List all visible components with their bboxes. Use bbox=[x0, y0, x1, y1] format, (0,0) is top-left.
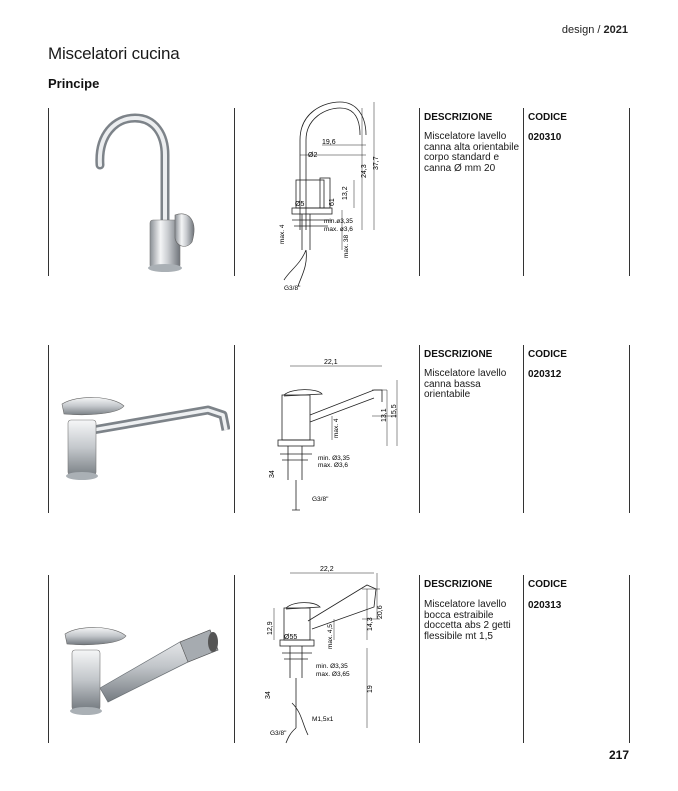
technical-drawing-2 bbox=[262, 350, 412, 520]
dimension-label: G3/8" bbox=[312, 496, 329, 503]
product-code: 020312 bbox=[528, 369, 562, 380]
product-section-1 bbox=[0, 0, 678, 1]
divider-line bbox=[629, 575, 630, 743]
description-header: DESCRIZIONE bbox=[424, 112, 493, 123]
dimension-label: max. 38 bbox=[343, 234, 350, 258]
brand-prefix: design / bbox=[561, 24, 601, 36]
dimension-label: 34 bbox=[269, 470, 276, 478]
brand-year: 2021 bbox=[603, 24, 628, 36]
code-header: CODICE bbox=[528, 579, 567, 590]
dimension-label: max. 4 bbox=[279, 224, 286, 244]
dimension-label: 19 bbox=[367, 685, 374, 693]
technical-drawing-1 bbox=[262, 100, 412, 295]
product-description: Miscelatore lavello canna alta orientabile corpo standard e canna Ø mm 20 bbox=[424, 131, 520, 174]
product-code: 020310 bbox=[528, 132, 562, 143]
dimension-label: 19,6 bbox=[322, 139, 336, 146]
description-header: DESCRIZIONE bbox=[424, 579, 493, 590]
pull-out-faucet-icon bbox=[60, 610, 225, 728]
code-header: CODICE bbox=[528, 349, 567, 360]
description-header: DESCRIZIONE bbox=[424, 349, 493, 360]
dimension-label: 13,1 bbox=[381, 408, 388, 422]
dimension-label: min. Ø3,35 bbox=[318, 455, 350, 462]
divider-line bbox=[629, 108, 630, 276]
dimension-label: Ø2 bbox=[308, 152, 318, 159]
dimension-label: 12,9 bbox=[267, 621, 274, 635]
code-header: CODICE bbox=[528, 112, 567, 123]
dimension-label: Ø55 bbox=[284, 634, 298, 641]
divider-line bbox=[234, 345, 235, 513]
dimension-label: 61 bbox=[329, 198, 336, 206]
technical-drawing-3 bbox=[262, 563, 412, 745]
dimension-label: max. 4 bbox=[333, 418, 340, 438]
divider-line bbox=[48, 345, 49, 513]
page-subtitle: Principe bbox=[48, 76, 100, 91]
divider-line bbox=[629, 345, 630, 513]
product-code: 020313 bbox=[528, 600, 562, 611]
dimension-label: 22,1 bbox=[324, 359, 338, 366]
dimension-label: 13,2 bbox=[342, 186, 349, 200]
dimension-label: min. Ø3,35 bbox=[316, 663, 348, 670]
dimension-label: 15,5 bbox=[391, 404, 398, 418]
dimension-label: max. Ø3,65 bbox=[316, 671, 350, 678]
page-title: Miscelatori cucina bbox=[48, 44, 180, 63]
dimension-label: G3/8" bbox=[284, 285, 301, 292]
dimension-label: 14,3 bbox=[367, 617, 374, 631]
dimension-label: min.ø3,35 bbox=[324, 218, 353, 225]
tall-spout-faucet-icon bbox=[80, 110, 210, 275]
product-description: Miscelatore lavello canna bassa orientabile bbox=[424, 368, 507, 400]
low-spout-faucet-icon bbox=[58, 390, 230, 490]
dimension-label: G3/8" bbox=[270, 730, 287, 737]
divider-line bbox=[48, 575, 49, 743]
dimension-label: 24,3 bbox=[361, 164, 368, 178]
dimension-label: 22,2 bbox=[320, 566, 334, 573]
page-number: 217 bbox=[608, 748, 629, 762]
divider-line bbox=[234, 575, 235, 743]
divider-line bbox=[419, 575, 420, 743]
brand-header bbox=[562, 24, 628, 36]
dimension-label: max. Ø3,6 bbox=[318, 462, 348, 469]
dimension-label: max. ø3,6 bbox=[324, 226, 353, 233]
dimension-label: M1,5x1 bbox=[312, 716, 334, 723]
dimension-label: Ø5 bbox=[295, 201, 305, 208]
dimension-label: max. 4,5 bbox=[327, 624, 334, 649]
divider-line bbox=[234, 108, 235, 276]
divider-line bbox=[419, 345, 420, 513]
dimension-label: 20,6 bbox=[377, 605, 384, 619]
divider-line bbox=[419, 108, 420, 276]
divider-line bbox=[48, 108, 49, 276]
dimension-label: 34 bbox=[265, 691, 272, 699]
product-description: Miscelatore lavello bocca estraibile doccetta abs 2 getti flessibile mt 1,5 bbox=[424, 599, 511, 642]
dimension-label: 37,7 bbox=[373, 156, 380, 170]
